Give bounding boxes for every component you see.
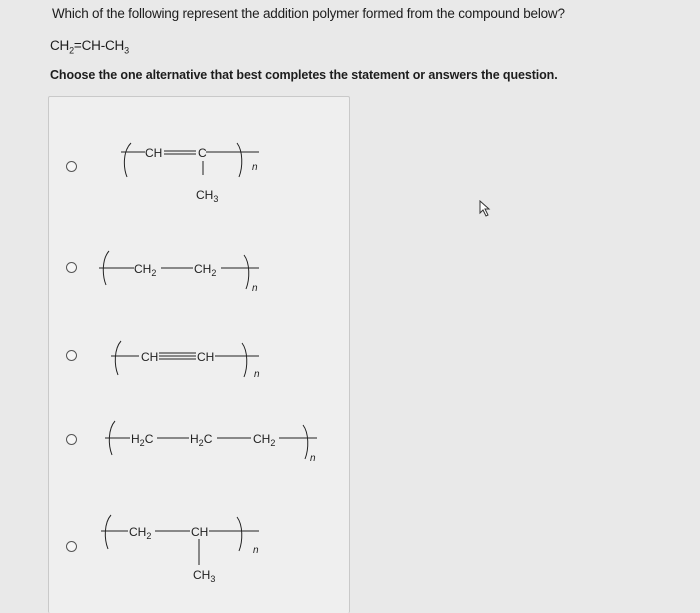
atom-label: CH: [194, 262, 212, 276]
bracket-right: [237, 143, 242, 177]
instruction-text: Choose the one alternative that best completes the statement or answers the question.: [50, 68, 558, 82]
answer-option-b[interactable]: [49, 249, 349, 339]
atom-subscript: 2: [211, 268, 217, 278]
atom-label: [193, 568, 215, 584]
atom-label: [196, 188, 218, 204]
monomer-part: =CH-CH: [73, 38, 125, 53]
bracket-right: [303, 425, 308, 459]
atom-label: CH: [191, 525, 209, 539]
structure-option-e: [49, 497, 349, 613]
repeat-n: n: [252, 162, 258, 173]
atom-label: [129, 525, 151, 541]
atom-label: C: [144, 432, 154, 446]
atom-label: [134, 262, 156, 278]
answer-panel: [48, 96, 350, 613]
atom-label: H: [131, 432, 140, 446]
structure-option-d: [49, 419, 349, 509]
mouse-pointer-icon: [479, 200, 493, 218]
repeat-n: n: [252, 283, 258, 294]
atom-label: C: [203, 432, 213, 446]
atom-label: CH: [145, 146, 163, 160]
bracket-left: [105, 515, 111, 549]
atom-subscript: 2: [139, 438, 145, 448]
atom-label: H: [190, 432, 199, 446]
atom-label: [190, 432, 213, 448]
atom-label: [194, 262, 216, 278]
repeat-n: n: [310, 453, 316, 464]
monomer-formula: [50, 38, 129, 56]
bracket-right: [237, 517, 242, 551]
atom-label: C: [198, 146, 207, 160]
structure-option-c: [49, 339, 349, 429]
answer-option-e[interactable]: [49, 497, 349, 613]
atom-label: [131, 432, 154, 448]
structure-option-a: [49, 137, 349, 227]
atom-label: CH: [134, 262, 152, 276]
monomer-part: CH: [50, 38, 70, 53]
atom-label: CH: [196, 188, 214, 202]
atom-label: CH: [129, 525, 147, 539]
atom-label: CH: [253, 432, 271, 446]
atom-label: [253, 432, 275, 448]
answer-option-a[interactable]: [49, 137, 349, 227]
answer-option-d[interactable]: [49, 419, 349, 509]
bracket-right: [244, 255, 249, 289]
structure-option-b: [49, 249, 349, 339]
monomer-subscript: 3: [124, 45, 129, 56]
bracket-left: [124, 143, 131, 177]
repeat-n: n: [254, 369, 260, 380]
atom-subscript: 3: [210, 574, 216, 584]
answer-option-c[interactable]: [49, 339, 349, 429]
atom-subscript: 2: [146, 531, 152, 541]
atom-label: CH: [141, 350, 159, 364]
atom-subscript: 2: [270, 438, 276, 448]
monomer-subscript: 2: [69, 45, 74, 56]
atom-label: CH: [193, 568, 211, 582]
atom-subscript: 2: [198, 438, 204, 448]
question-prompt: Which of the following represent the addition polymer formed from the compound below?: [52, 6, 565, 21]
atom-label: CH: [197, 350, 215, 364]
repeat-n: n: [253, 545, 259, 556]
bracket-left: [115, 341, 121, 375]
atom-subscript: 2: [151, 268, 157, 278]
atom-subscript: 3: [213, 194, 219, 204]
bracket-right: [242, 343, 247, 377]
